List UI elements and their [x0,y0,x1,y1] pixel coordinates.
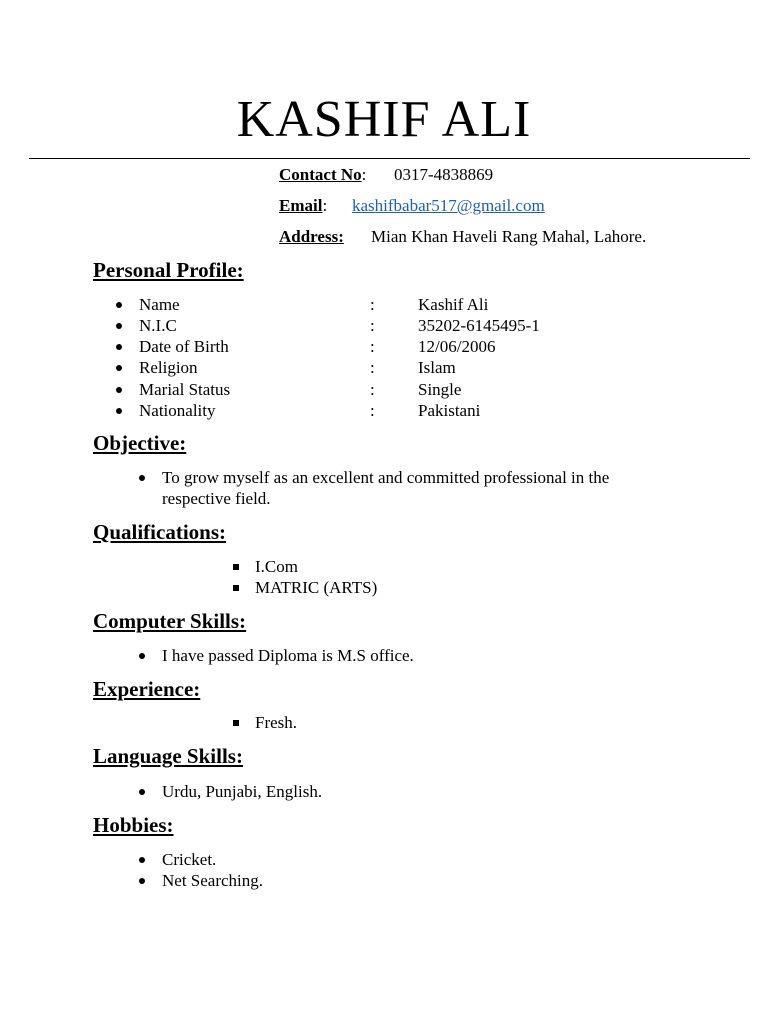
profile-separator: : [370,380,375,399]
resume-name-title: KASHIF ALI [236,91,532,148]
bullet-icon [139,653,145,659]
language-skill-item: Urdu, Punjabi, English. [162,782,323,801]
profile-value: Kashif Ali [418,295,489,314]
phone-value: 0317-4838869 [394,165,494,184]
bullet-icon [116,365,122,371]
profile-value: 12/06/2006 [418,337,496,356]
bullet-icon [116,323,122,329]
bullet-icon [116,302,122,308]
qualifications-heading: Qualifications: [93,520,227,544]
profile-label: Marial Status [139,380,231,399]
bullet-icon [139,878,145,884]
qualification-item: I.Com [255,557,298,576]
hobbies-heading: Hobbies: [93,813,174,837]
computer-skills-heading: Computer Skills: [93,609,247,633]
bullet-icon [139,475,145,481]
email-link[interactable]: kashifbabar517@gmail.com [352,196,545,215]
bullet-icon [116,387,122,393]
profile-value: Pakistani [418,401,481,420]
objective-heading: Objective: [93,431,187,455]
profile-separator: : [370,295,375,314]
phone-separator: : [361,165,367,184]
profile-separator: : [370,337,375,356]
experience-heading: Experience: [93,677,201,701]
profile-label: Name [139,295,180,314]
hobby-item: Cricket. [162,850,217,869]
square-bullet-icon [233,564,239,570]
address-label: Address: [279,227,344,246]
profile-separator: : [370,316,375,335]
profile-value: Islam [418,358,456,377]
profile-label: Religion [139,358,198,377]
profile-value: Single [418,380,462,399]
phone-label: Contact No [279,165,362,184]
bullet-icon [116,408,122,414]
address-value: Mian Khan Haveli Rang Mahal, Lahore. [371,227,647,246]
profile-value: 35202-6145495-1 [418,316,540,335]
contact-phone-row [279,164,494,186]
objective-line-1: To grow myself as an excellent and committed professional in the [162,468,610,487]
square-bullet-icon [233,720,239,726]
hobby-item: Net Searching. [162,871,264,890]
square-bullet-icon [233,585,239,591]
profile-label: Date of Birth [139,337,229,356]
experience-item: Fresh. [255,713,298,732]
contact-email-row [279,195,545,217]
language-skills-heading: Language Skills: [93,744,243,768]
bullet-icon [139,857,145,863]
bullet-icon [116,344,122,350]
bullet-icon [139,789,145,795]
profile-label: N.I.C [139,316,177,335]
contact-address-row [279,226,647,248]
objective-line-2: respective field. [162,489,271,508]
personal-profile-heading: Personal Profile: [93,258,244,282]
email-separator: : [322,196,328,215]
profile-separator: : [370,401,375,420]
qualification-item: MATRIC (ARTS) [255,578,378,597]
email-label: Email [279,196,323,215]
profile-label: Nationality [139,401,216,420]
profile-separator: : [370,358,375,377]
title-divider [29,158,750,159]
computer-skill-item: I have passed Diploma is M.S office. [162,646,414,665]
